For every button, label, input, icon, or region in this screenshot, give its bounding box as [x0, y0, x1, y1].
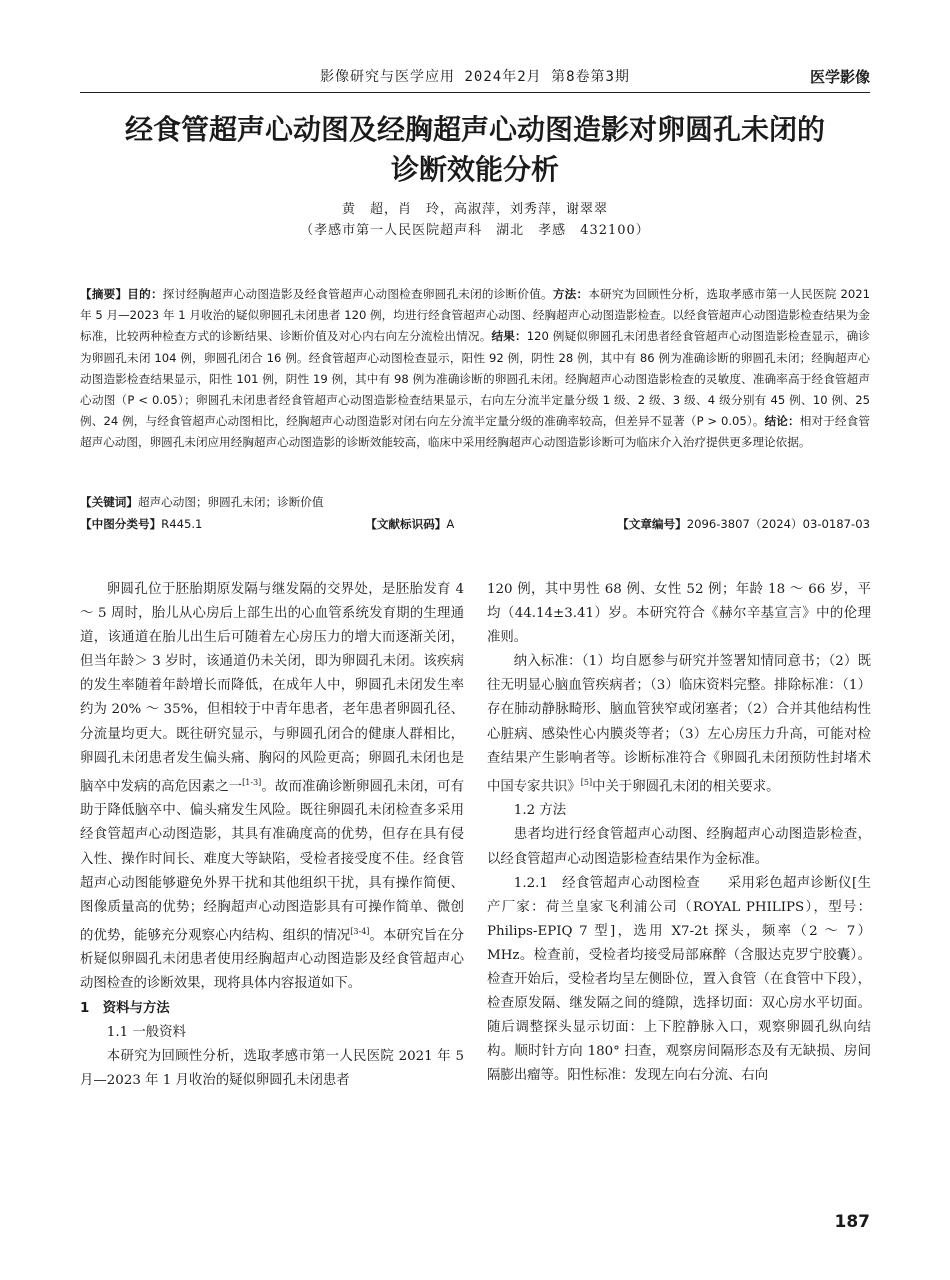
author-list: 黄 超，肖 玲，高淑萍，刘秀萍，谢翠翠	[341, 202, 608, 217]
intro-text-b: 。故而准确诊断卵圆孔未闭，可有助于降低脑卒中、偏头痛发生风险。既往卵圆孔未闭检查多采用经食管超声心动图造影，其具有准确度高的优势，但存在具有侵入性、操作时间长、难度大等缺陷，受检者接受度不佳。经食管超声心动图能够避免外界干扰和其他组织干扰，具有操作简便、图像质量高的优势；经胸超声心动图造影具有可操作简单、微创的优势，能够充分观察心内结构、组织的情况	[80, 779, 465, 944]
result-text: 120 例疑似卵圆孔未闭患者经食管超声心动图造影检查显示，确诊为卵圆孔未闭 104 例，卵圆孔闭合 16 例。经食管超声心动图检查显示，阳性 92 例，阴性 28 例，其中有 86 例为准确诊断的卵圆孔未闭；经胸超声心动图造影检查结果显示，阳性 101 例，阴性 19 例，其中有 98 例为准确诊断的卵圆孔未闭。经胸超声心动图造影检查的灵敏度、准确率高于经食管超声心动图（P < 0.05）；卵圆孔未闭患者经食管超声心动图造影检查结果显示，右向左分流半定量分级 1 级、2 级、3 级、4 级分别有 45 例、10 例、25 例、24 例，与经食管超声心动图相比，经胸超声心动图造影对闭右向左分流半定量分级的准确率较高，但差异不显著（P > 0.05）。	[80, 329, 870, 429]
conclusion-label: 结论：	[764, 414, 800, 429]
keywords-text: 超声心动图；卵圆孔未闭；诊断价值	[137, 495, 324, 509]
journal-info: 影像研究与医学应用 2024年2月 第8卷第3期	[320, 69, 630, 85]
clc-label: 【中图分类号】	[80, 517, 162, 531]
citation-5: [5]	[580, 777, 593, 787]
subsection-heading-1-2-1: 1.2.1 经食管超声心动图检查	[513, 875, 701, 891]
affiliation: （孝感市第一人民医院超声科 湖北 孝感 432100）	[300, 223, 650, 238]
title-line-1: 经食管超声心动图及经胸超声心动图造影对卵圆孔未闭的	[124, 113, 825, 146]
doc-label: 【文献标识码】	[365, 517, 447, 531]
citation-3-4: [3-4]	[350, 926, 370, 936]
section-tag: 医学影像	[809, 68, 870, 86]
classification-row	[80, 516, 870, 532]
conclusion-text: 相对于经食管超声心动图，卵圆孔未闭应用经胸超声心动图造影的诊断效能较高，临床中采用经胸超声心动图造影诊断可为临床介入治疗提供更多理论依据。	[80, 414, 870, 450]
intro-text-c: 。本研究旨在分析疑似卵圆孔未闭患者使用经胸超声心动图造影及经食管超声心动图检查的诊断效果，现将具体内容报道如下。	[80, 928, 465, 992]
purpose-label: 目的：	[127, 287, 163, 301]
article-number	[617, 516, 870, 532]
paper-title	[80, 110, 870, 190]
clc-number	[80, 516, 202, 532]
tee-paragraph	[487, 872, 871, 1089]
criteria-paragraph	[487, 650, 871, 799]
purpose-text: 探讨经胸超声心动图造影及经食管超声心动图检查卵圆孔未闭的诊断价值。	[162, 287, 553, 301]
method-paragraph: 患者均进行经食管超声心动图、经胸超声心动图造影检查，以经食管超声心动图造影检查结果作为金标准。	[487, 827, 871, 867]
doc-value: A	[446, 517, 455, 531]
keywords-label: 【关键词】	[80, 495, 138, 509]
result-label: 结果：	[491, 329, 527, 344]
abstract	[80, 284, 870, 454]
tee-text: 采用彩色超声诊断仪[生产厂家：荷兰皇家飞利浦公司（ROYAL PHILIPS），型号：Philips-EPIQ 7 型]，选用 X7-2t 探头，频率（2 ～ 7）MHz。检查前，受检者均接受局部麻醉（含服达克罗宁胶囊）。检查开始后，受检者均呈左侧卧位，置入食管（在食管中下段），检查原发隔、继发隔之间的缝隙，选择切面：双心房水平切面。随后调整探头显示切面：上下腔静脉入口，观察卵圆孔纵向结构。顺时针方向 180° 扫查，观察房间隔形态及有无缺损、房间隔膨出瘤等。阳性标准：发现左向右分流、右向	[487, 875, 871, 1084]
method-text: 本研究为回顾性分析，选取孝感市第一人民医院 2021 年 5 月—2023 年 1 月收治的疑似卵圆孔未闭患者 120 例，均进行经食管超声心动图、经胸超声心动图造影检查。以经食管超声心动图造影检查结果为金标准，比较两种检查方式的诊断结果、诊断价值及对心内右向左分流检出情况。	[80, 287, 870, 344]
criteria-text-b: 中关于卵圆孔未闭的相关要求。	[592, 779, 780, 795]
abstract-label: 【摘要】	[80, 287, 128, 301]
body-column-left	[80, 578, 464, 1093]
title-line-2: 诊断效能分析	[390, 153, 559, 186]
page-number: 187	[834, 1212, 870, 1232]
subsection-heading-1-1: 1.1 一般资料	[106, 1024, 186, 1040]
method-label: 方法：	[552, 287, 589, 301]
article-value: 2096-3807（2024）03-0187-03	[686, 517, 870, 531]
general-data-continued: 120 例，其中男性 68 例、女性 52 例；年龄 18 ～ 66 岁，平均（44.14±3.41）岁。本研究符合《赫尔辛基宣言》中的伦理准则。	[487, 582, 871, 646]
running-header	[80, 62, 870, 93]
subsection-heading-1-2: 1.2 方法	[513, 803, 567, 819]
doc-code	[365, 516, 454, 532]
article-label: 【文章编号】	[617, 517, 687, 531]
intro-text-a: 卵圆孔位于胚胎期原发隔与继发隔的交界处，是胚胎发育 4 ～ 5 周时，胎儿从心房后上部生出的心血管系统发育期的生理通道，该通道在胎儿出生后可随着左心房压力的增大而逐渐关闭，但当年龄＞ 3 岁时，该通道仍未关闭，即为卵圆孔未闭。该疾病的发生率随着年龄增长而降低，在成年人中，卵圆孔未闭发生率约为 20% ～ 35%，但相较于中青年患者，老年患者卵圆孔径、分流量均更大。既往研究显示，与卵圆孔闭合的健康人群相比，卵圆孔未闭患者发生偏头痛、胸闷的风险更高；卵圆孔未闭也是脑卒中发病的高危因素之一	[80, 582, 464, 795]
section-heading-1: 1 资料与方法	[80, 1000, 170, 1016]
keywords	[80, 494, 870, 510]
intro-paragraph	[80, 578, 464, 997]
body-column-right	[487, 578, 871, 1088]
criteria-text: 纳入标准：（1）均自愿参与研究并签署知情同意书；（2）既往无明显心脑血管疾病者；（3）临床资料完整。排除标准：（1）存在肺动静脉畸形、脑血管狭窄或闭塞者；（2）合并其他结构性心脏病、感染性心内膜炎等者；（3）左心房压力升高，可能对检查结果产生影响者等。诊断标准符合《卵圆孔未闭预防性封堵术中国专家共识》	[487, 654, 871, 795]
citation-1-3: [1-3]	[242, 777, 262, 787]
clc-value: R445.1	[161, 517, 203, 531]
general-data-paragraph: 本研究为回顾性分析，选取孝感市第一人民医院 2021 年 5 月—2023 年 1 月收治的疑似卵圆孔未闭患者	[80, 1048, 464, 1088]
